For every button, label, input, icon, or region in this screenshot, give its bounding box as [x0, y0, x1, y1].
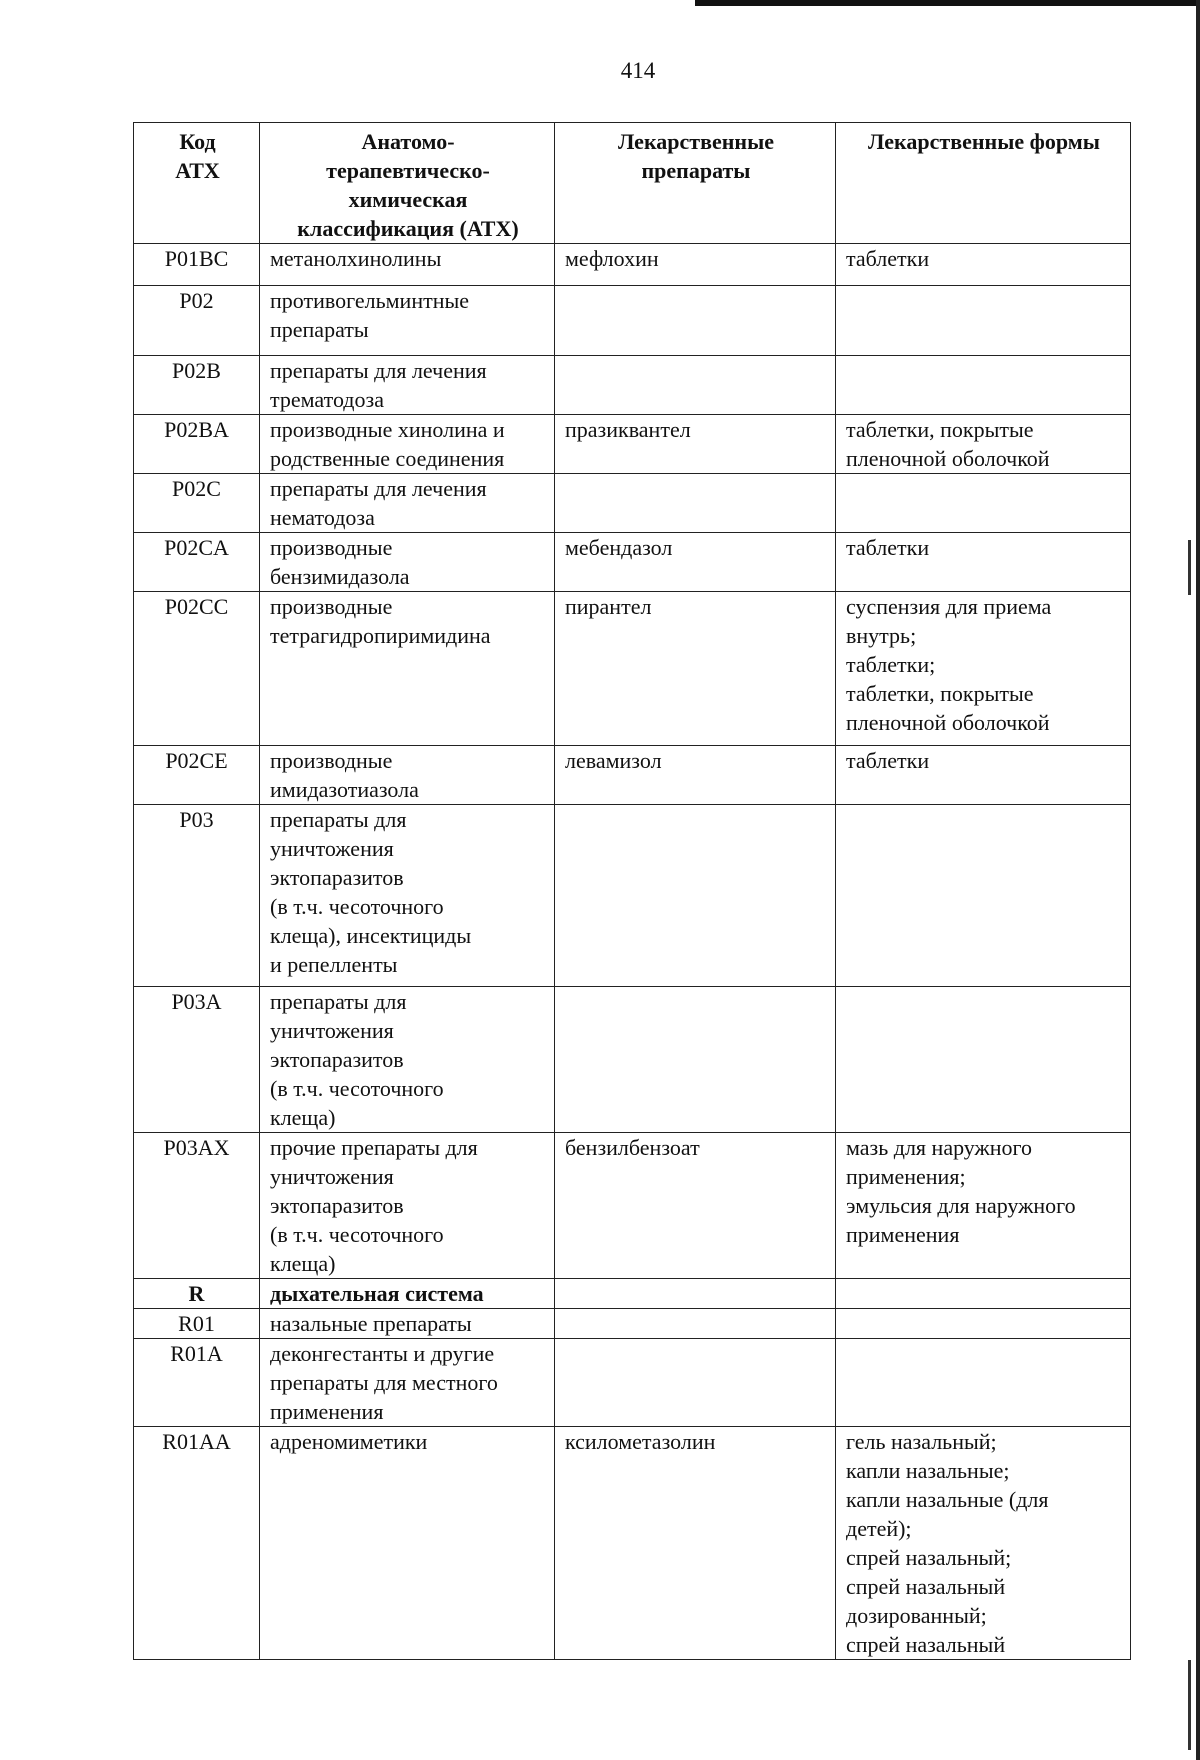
- cell-forms: [836, 415, 1131, 474]
- cell-line: прочие препараты для: [270, 1135, 478, 1160]
- cell-classification: [260, 1133, 555, 1279]
- cell-line: капли назальные (для: [846, 1487, 1049, 1512]
- cell-line: противогельминтные: [270, 288, 470, 313]
- cell-line: метанолхинолины: [270, 246, 442, 271]
- cell-line: клеща): [270, 1251, 336, 1276]
- cell-line: левамизол: [565, 748, 662, 773]
- cell-line: трематодоза: [270, 387, 384, 412]
- cell-line: родственные соединения: [270, 446, 505, 471]
- cell-code: P02CA: [134, 533, 260, 592]
- header-line: Лекарственные формы: [868, 129, 1100, 154]
- header-line: классификация (АТХ): [297, 216, 519, 241]
- cell-forms: [836, 592, 1131, 746]
- cell-forms: [836, 474, 1131, 533]
- cell-classification: [260, 415, 555, 474]
- cell-code: R01: [134, 1309, 260, 1339]
- cell-line: уничтожения: [270, 1164, 394, 1189]
- cell-drugs: [555, 244, 836, 286]
- cell-line: пленочной оболочкой: [846, 710, 1050, 735]
- cell-line: препараты для: [270, 989, 407, 1014]
- cell-code: P02CE: [134, 746, 260, 805]
- header-line: Код: [179, 129, 216, 154]
- cell-line: деконгестанты и другие: [270, 1341, 495, 1366]
- cell-classification: [260, 533, 555, 592]
- table-row: [134, 987, 1131, 1133]
- cell-line: нематодоза: [270, 505, 375, 530]
- header-code: [134, 123, 260, 244]
- cell-code: P02BA: [134, 415, 260, 474]
- header-line: Анатомо-: [361, 129, 455, 154]
- table-row: [134, 1133, 1131, 1279]
- cell-classification: [260, 244, 555, 286]
- cell-line: пленочной оболочкой: [846, 446, 1050, 471]
- scan-edge-mark: [1188, 1660, 1191, 1750]
- cell-drugs: [555, 415, 836, 474]
- atx-table: [133, 122, 1131, 1660]
- scan-edge-mark: [1188, 540, 1191, 595]
- cell-line: эктопаразитов: [270, 1193, 404, 1218]
- header-line: АТХ: [175, 158, 220, 183]
- cell-line: гель назальный;: [846, 1429, 997, 1454]
- cell-code: R01A: [134, 1339, 260, 1427]
- cell-classification: [260, 1339, 555, 1427]
- cell-code: P03A: [134, 987, 260, 1133]
- cell-line: эктопаразитов: [270, 1047, 404, 1072]
- cell-line: клеща), инсектициды: [270, 923, 472, 948]
- cell-classification: [260, 356, 555, 415]
- table-row: [134, 805, 1131, 987]
- cell-drugs: [555, 746, 836, 805]
- cell-line: мефлохин: [565, 246, 659, 271]
- cell-drugs: [555, 1279, 836, 1309]
- cell-code: P02B: [134, 356, 260, 415]
- cell-line: клеща): [270, 1105, 336, 1130]
- header-line: Лекарственные: [617, 129, 775, 154]
- cell-forms: [836, 286, 1131, 356]
- cell-line: спрей назальный: [846, 1574, 1006, 1599]
- cell-drugs: [555, 474, 836, 533]
- cell-line: бензимидазола: [270, 564, 410, 589]
- cell-line: уничтожения: [270, 1018, 394, 1043]
- table-row: [134, 415, 1131, 474]
- scan-top-rule: [695, 0, 1200, 6]
- cell-line: препараты: [270, 317, 369, 342]
- cell-line: пирантел: [565, 594, 652, 619]
- cell-line: имидазотиазола: [270, 777, 419, 802]
- scan-right-edge: [1196, 0, 1200, 1760]
- cell-line: тетрагидропиримидина: [270, 623, 491, 648]
- header-line: препараты: [641, 158, 751, 183]
- cell-code: P02: [134, 286, 260, 356]
- cell-drugs: [555, 1309, 836, 1339]
- cell-drugs: [555, 356, 836, 415]
- cell-code: P02C: [134, 474, 260, 533]
- cell-drugs: [555, 592, 836, 746]
- cell-line: дыхательная система: [270, 1281, 484, 1306]
- cell-line: спрей назальный;: [846, 1545, 1012, 1570]
- cell-line: (в т.ч. чесоточного: [270, 894, 444, 919]
- table-row: [134, 1279, 1131, 1309]
- cell-line: применения: [270, 1399, 384, 1424]
- cell-line: применения: [846, 1222, 960, 1247]
- table-row: [134, 1427, 1131, 1660]
- cell-line: производные хинолина и: [270, 417, 505, 442]
- cell-line: уничтожения: [270, 836, 394, 861]
- header-line: химическая: [348, 187, 468, 212]
- table-row: [134, 592, 1131, 746]
- header-classification: [260, 123, 555, 244]
- cell-classification: [260, 1427, 555, 1660]
- cell-line: таблетки, покрытые: [846, 681, 1034, 706]
- cell-code: R01AA: [134, 1427, 260, 1660]
- table-row: [134, 474, 1131, 533]
- table-header-row: [134, 123, 1131, 244]
- cell-line: (в т.ч. чесоточного: [270, 1222, 444, 1247]
- cell-line: адреномиметики: [270, 1429, 428, 1454]
- cell-classification: [260, 1279, 555, 1309]
- cell-forms: [836, 1427, 1131, 1660]
- cell-forms: [836, 987, 1131, 1133]
- cell-line: таблетки;: [846, 652, 936, 677]
- table-row: [134, 356, 1131, 415]
- cell-line: внутрь;: [846, 623, 917, 648]
- cell-classification: [260, 987, 555, 1133]
- table-row: [134, 533, 1131, 592]
- cell-line: таблетки, покрытые: [846, 417, 1034, 442]
- cell-code: P03: [134, 805, 260, 987]
- cell-code: P03AX: [134, 1133, 260, 1279]
- cell-classification: [260, 1309, 555, 1339]
- cell-forms: [836, 244, 1131, 286]
- table-body: [134, 244, 1131, 1660]
- cell-line: производные: [270, 748, 393, 773]
- cell-line: препараты для: [270, 807, 407, 832]
- table-row: [134, 746, 1131, 805]
- cell-forms: [836, 356, 1131, 415]
- cell-line: назальные препараты: [270, 1311, 472, 1336]
- cell-line: мазь для наружного: [846, 1135, 1032, 1160]
- page-number: 414: [620, 58, 656, 83]
- table-row: [134, 244, 1131, 286]
- cell-line: препараты для лечения: [270, 476, 487, 501]
- cell-code: R: [134, 1279, 260, 1309]
- cell-drugs: [555, 533, 836, 592]
- cell-line: и репелленты: [270, 952, 398, 977]
- cell-line: таблетки: [846, 748, 930, 773]
- cell-line: (в т.ч. чесоточного: [270, 1076, 444, 1101]
- table-row: [134, 1309, 1131, 1339]
- cell-line: препараты для местного: [270, 1370, 498, 1395]
- cell-code: P02CC: [134, 592, 260, 746]
- cell-forms: [836, 533, 1131, 592]
- cell-forms: [836, 1309, 1131, 1339]
- cell-drugs: [555, 1427, 836, 1660]
- cell-line: капли назальные;: [846, 1458, 1010, 1483]
- cell-classification: [260, 286, 555, 356]
- table-row: [134, 1339, 1131, 1427]
- cell-line: детей);: [846, 1516, 912, 1541]
- cell-code: P01BC: [134, 244, 260, 286]
- cell-classification: [260, 592, 555, 746]
- cell-line: празиквантел: [565, 417, 691, 442]
- cell-drugs: [555, 1133, 836, 1279]
- cell-forms: [836, 746, 1131, 805]
- cell-line: производные: [270, 594, 393, 619]
- header-forms: [836, 123, 1131, 244]
- cell-line: эмульсия для наружного: [846, 1193, 1076, 1218]
- cell-line: ксилометазолин: [565, 1429, 716, 1454]
- cell-drugs: [555, 1339, 836, 1427]
- table-row: [134, 286, 1131, 356]
- cell-line: суспензия для приема: [846, 594, 1052, 619]
- cell-drugs: [555, 987, 836, 1133]
- cell-line: бензилбензоат: [565, 1135, 700, 1160]
- cell-line: применения;: [846, 1164, 966, 1189]
- cell-line: таблетки: [846, 535, 930, 560]
- cell-line: препараты для лечения: [270, 358, 487, 383]
- cell-forms: [836, 1279, 1131, 1309]
- cell-forms: [836, 1133, 1131, 1279]
- cell-line: мебендазол: [565, 535, 673, 560]
- cell-line: производные: [270, 535, 393, 560]
- cell-line: спрей назальный: [846, 1632, 1006, 1657]
- cell-drugs: [555, 805, 836, 987]
- cell-forms: [836, 805, 1131, 987]
- header-drugs: [555, 123, 836, 244]
- cell-forms: [836, 1339, 1131, 1427]
- header-line: терапевтическо-: [326, 158, 490, 183]
- cell-classification: [260, 746, 555, 805]
- cell-drugs: [555, 286, 836, 356]
- cell-line: эктопаразитов: [270, 865, 404, 890]
- cell-line: дозированный;: [846, 1603, 987, 1628]
- cell-classification: [260, 805, 555, 987]
- cell-line: таблетки: [846, 246, 930, 271]
- cell-classification: [260, 474, 555, 533]
